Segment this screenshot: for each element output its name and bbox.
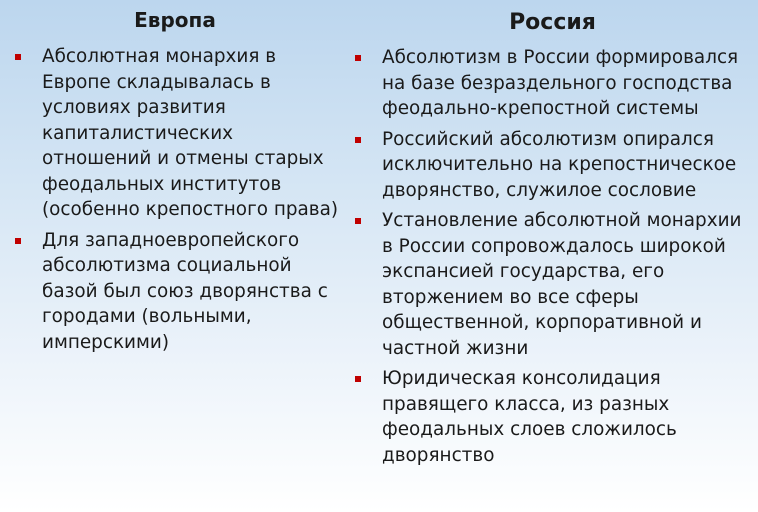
square-bullet-icon <box>15 238 21 244</box>
russia-list <box>350 45 755 468</box>
list-item-text: Абсолютизм в России формировался на базе безраздельного господства феодально-крепостной системы <box>382 47 739 119</box>
list-item <box>350 127 755 204</box>
list-item <box>350 366 755 468</box>
list-item-text: Для западноевропейского абсолютизма социальной базой был союз дворянства с городами (вольными, имперскими) <box>42 229 328 353</box>
europe-heading: Европа <box>134 8 216 32</box>
russia-heading: Россия <box>509 10 596 35</box>
list-item <box>10 44 340 223</box>
square-bullet-icon <box>15 54 21 60</box>
list-item-text: Юридическая консолидация правящего класса, из разных феодальных слоев сложилось дворянство <box>382 368 677 466</box>
list-item-text: Абсолютная монархия в Европе складывалась в условиях развития капиталистических отношений и отмены старых феодальных институтов (особенно крепостного права) <box>42 46 339 220</box>
list-item <box>350 208 755 361</box>
square-bullet-icon <box>355 137 361 143</box>
square-bullet-icon <box>355 376 361 382</box>
europe-column <box>10 0 340 360</box>
square-bullet-icon <box>355 55 361 61</box>
russia-column <box>350 0 755 473</box>
square-bullet-icon <box>355 218 361 224</box>
europe-list <box>10 44 340 355</box>
list-item-text: Установление абсолютной монархии в России сопровождалось широкой экспансией государства, его вторжением во все сферы общественной, корпоративной и частной жизни <box>382 210 742 359</box>
list-item <box>10 228 340 356</box>
list-item-text: Российский абсолютизм опирался исключительно на крепостническое дворянство, служилое сословие <box>382 128 737 201</box>
list-item <box>350 45 755 122</box>
